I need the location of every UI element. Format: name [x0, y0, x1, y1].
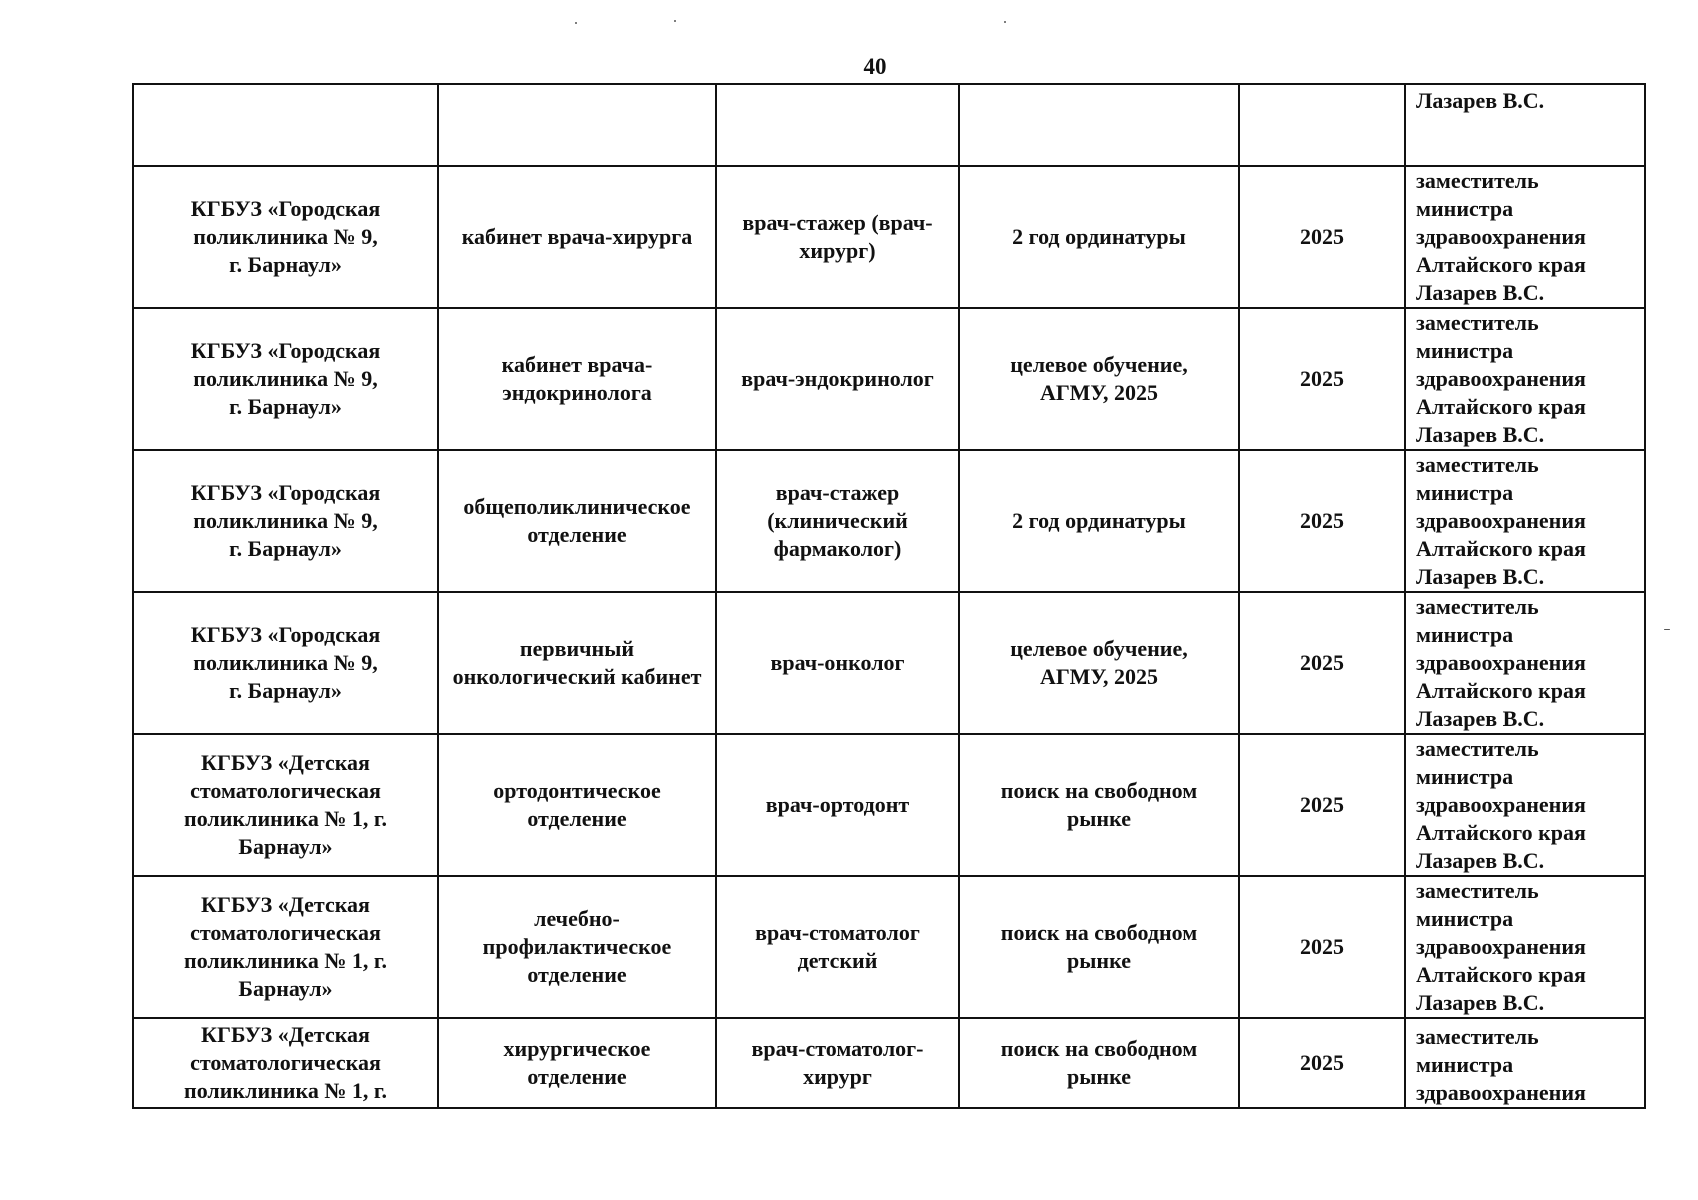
year-cell: 2025 [1239, 734, 1405, 876]
year-cell: 2025 [1239, 308, 1405, 450]
department-cell: лечебно- профилактическое отделение [438, 876, 716, 1018]
department-cell: общеполиклиническое отделение [438, 450, 716, 592]
source-cell: 2 год ординатуры [959, 166, 1239, 308]
institution-cell: КГБУЗ «Городская поликлиника № 9, г. Барнаул» [133, 166, 438, 308]
source-cell: поиск на свободном рынке [959, 734, 1239, 876]
table-row [133, 876, 1645, 1018]
source-cell: поиск на свободном рынке [959, 876, 1239, 1018]
table-row [133, 166, 1645, 308]
scan-speck [1664, 629, 1670, 630]
institution-cell: КГБУЗ «Детская стоматологическая поликлиника № 1, г. [133, 1018, 438, 1108]
institution-cell: КГБУЗ «Детская стоматологическая поликлиника № 1, г. Барнаул» [133, 734, 438, 876]
table-row [133, 84, 1645, 166]
department-cell: кабинет врача- эндокринолога [438, 308, 716, 450]
institution-cell: КГБУЗ «Городская поликлиника № 9, г. Барнаул» [133, 308, 438, 450]
responsible-cell: заместитель министра здравоохранения Алтайского края Лазарев В.С. [1405, 876, 1645, 1018]
table-row [133, 450, 1645, 592]
source-cell: целевое обучение, АГМУ, 2025 [959, 592, 1239, 734]
department-cell: кабинет врача-хирурга [438, 166, 716, 308]
table-row [133, 308, 1645, 450]
source-cell: 2 год ординатуры [959, 450, 1239, 592]
scan-speck [575, 22, 577, 24]
position-cell: врач-эндокринолог [716, 308, 959, 450]
source-cell: поиск на свободном рынке [959, 1018, 1239, 1108]
position-cell: врач-стоматолог- хирург [716, 1018, 959, 1108]
table-row [133, 592, 1645, 734]
responsible-cell: заместитель министра здравоохранения Алтайского края Лазарев В.С. [1405, 308, 1645, 450]
position-cell [716, 84, 959, 166]
year-cell [1239, 84, 1405, 166]
institution-cell: КГБУЗ «Детская стоматологическая поликлиника № 1, г. Барнаул» [133, 876, 438, 1018]
position-cell: врач-стоматолог детский [716, 876, 959, 1018]
year-cell: 2025 [1239, 450, 1405, 592]
responsible-cell: заместитель министра здравоохранения [1405, 1018, 1645, 1108]
position-cell: врач-ортодонт [716, 734, 959, 876]
responsible-cell: заместитель министра здравоохранения Алтайского края Лазарев В.С. [1405, 166, 1645, 308]
department-cell [438, 84, 716, 166]
year-cell: 2025 [1239, 876, 1405, 1018]
responsible-cell: Лазарев В.С. [1405, 84, 1645, 166]
year-cell: 2025 [1239, 1018, 1405, 1108]
scan-speck [674, 20, 676, 22]
institution-cell: КГБУЗ «Городская поликлиника № 9, г. Барнаул» [133, 592, 438, 734]
scan-speck [1004, 21, 1006, 23]
institution-cell [133, 84, 438, 166]
position-cell: врач-онколог [716, 592, 959, 734]
source-cell: целевое обучение, АГМУ, 2025 [959, 308, 1239, 450]
department-cell: хирургическое отделение [438, 1018, 716, 1108]
table-row [133, 734, 1645, 876]
year-cell: 2025 [1239, 166, 1405, 308]
department-cell: ортодонтическое отделение [438, 734, 716, 876]
responsible-cell: заместитель министра здравоохранения Алтайского края Лазарев В.С. [1405, 592, 1645, 734]
page-number: 40 [863, 54, 887, 79]
staffing-table [132, 83, 1646, 1109]
responsible-cell: заместитель министра здравоохранения Алтайского края Лазарев В.С. [1405, 734, 1645, 876]
position-cell: врач-стажер (врач- хирург) [716, 166, 959, 308]
source-cell [959, 84, 1239, 166]
department-cell: первичный онкологический кабинет [438, 592, 716, 734]
position-cell: врач-стажер (клинический фармаколог) [716, 450, 959, 592]
institution-cell: КГБУЗ «Городская поликлиника № 9, г. Барнаул» [133, 450, 438, 592]
table-row [133, 1018, 1645, 1108]
year-cell: 2025 [1239, 592, 1405, 734]
responsible-cell: заместитель министра здравоохранения Алтайского края Лазарев В.С. [1405, 450, 1645, 592]
